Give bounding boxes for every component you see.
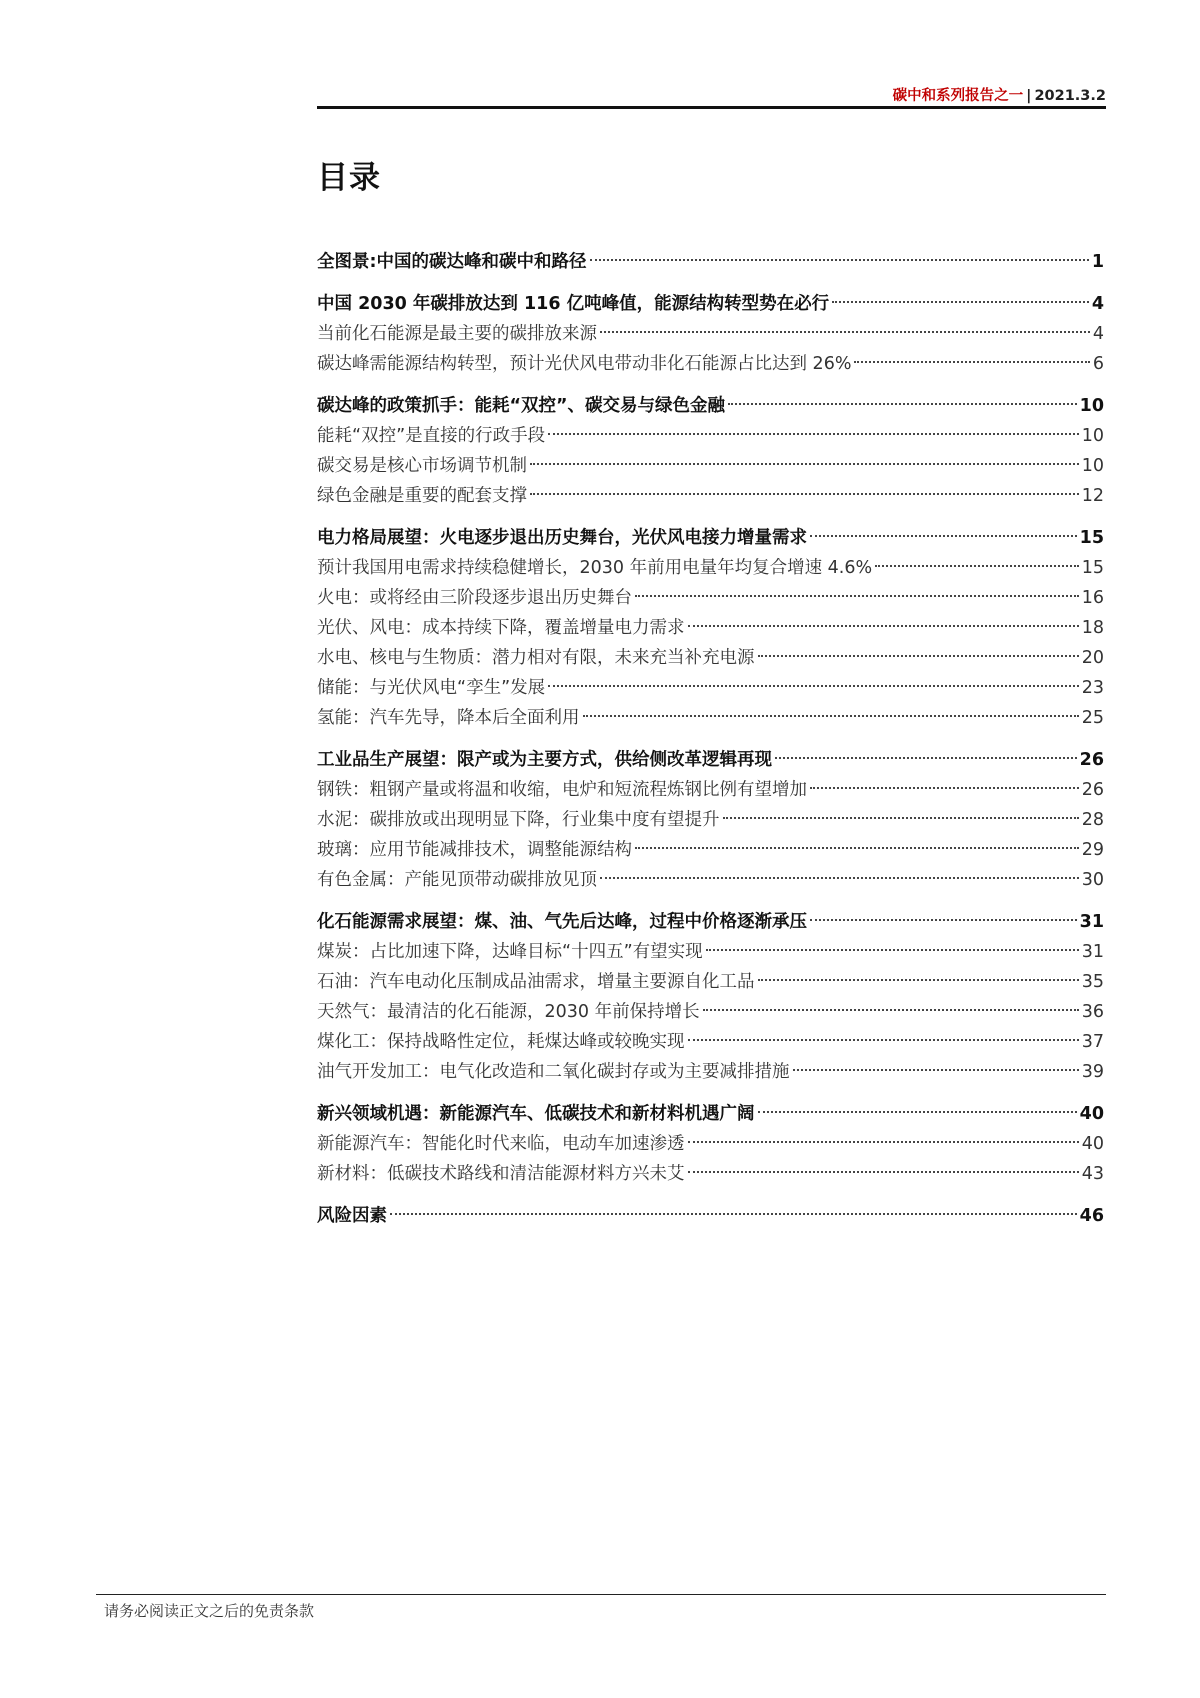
toc-entry-title: 钢铁：粗钢产量或将温和收缩，电炉和短流程炼钢比例有望增加: [317, 780, 807, 800]
dot-leader: [688, 1171, 1079, 1173]
toc-page-number: 4: [1092, 324, 1104, 344]
dot-leader: [832, 301, 1089, 303]
toc-page-number: 23: [1081, 678, 1104, 698]
toc-chapter-entry[interactable]: [317, 391, 1104, 421]
toc-page-number: 39: [1081, 1062, 1104, 1082]
toc-entry-title: 煤化工：保持战略性定位，耗煤达峰或较晚实现: [317, 1032, 685, 1052]
toc-chapter-entry[interactable]: [317, 247, 1104, 277]
toc-section: [317, 523, 1104, 733]
toc-page-number: 15: [1081, 558, 1104, 578]
toc-page-number: 31: [1079, 912, 1104, 932]
dot-leader: [875, 565, 1079, 567]
table-of-contents: [317, 247, 1104, 1243]
dot-leader: [548, 433, 1079, 435]
dot-leader: [688, 1039, 1079, 1041]
toc-entry-title: 新能源汽车：智能化时代来临，电动车加速渗透: [317, 1134, 685, 1154]
toc-entry-title: 光伏、风电：成本持续下降，覆盖增量电力需求: [317, 618, 685, 638]
dot-leader: [548, 685, 1079, 687]
toc-page-number: 36: [1081, 1002, 1104, 1022]
toc-section: [317, 289, 1104, 379]
toc-entry-title: 氢能：汽车先导，降本后全面利用: [317, 708, 580, 728]
toc-subsection-entry[interactable]: [317, 997, 1104, 1027]
toc-subsection-entry[interactable]: [317, 451, 1104, 481]
dot-leader: [775, 757, 1077, 759]
toc-subsection-entry[interactable]: [317, 349, 1104, 379]
dot-leader: [810, 919, 1077, 921]
toc-chapter-entry[interactable]: [317, 1099, 1104, 1129]
toc-subsection-entry[interactable]: [317, 673, 1104, 703]
toc-entry-title: 中国 2030 年碳排放达到 116 亿吨峰值，能源结构转型势在必行: [317, 294, 830, 314]
toc-entry-title: 碳达峰的政策抓手：能耗“双控”、碳交易与绿色金融: [317, 396, 726, 416]
toc-subsection-entry[interactable]: [317, 967, 1104, 997]
toc-subsection-entry[interactable]: [317, 835, 1104, 865]
toc-section: [317, 1099, 1104, 1189]
toc-section: [317, 247, 1104, 277]
toc-page-number: 29: [1081, 840, 1104, 860]
dot-leader: [390, 1213, 1077, 1215]
toc-entry-title: 玻璃：应用节能减排技术，调整能源结构: [317, 840, 632, 860]
toc-page-number: 30: [1081, 870, 1104, 890]
dot-leader: [758, 655, 1079, 657]
toc-page-number: 43: [1081, 1164, 1104, 1184]
toc-subsection-entry[interactable]: [317, 1057, 1104, 1087]
toc-page-number: 16: [1081, 588, 1104, 608]
toc-subsection-entry[interactable]: [317, 865, 1104, 895]
dot-leader: [688, 625, 1079, 627]
toc-subsection-entry[interactable]: [317, 775, 1104, 805]
toc-entry-title: 绿色金融是重要的配套支撑: [317, 486, 527, 506]
toc-subsection-entry[interactable]: [317, 613, 1104, 643]
toc-subsection-entry[interactable]: [317, 937, 1104, 967]
toc-entry-title: 能耗“双控”是直接的行政手段: [317, 426, 546, 446]
toc-entry-title: 新材料：低碳技术路线和清洁能源材料方兴未艾: [317, 1164, 685, 1184]
toc-entry-title: 水泥：碳排放或出现明显下降，行业集中度有望提升: [317, 810, 720, 830]
toc-page-number: 26: [1079, 750, 1104, 770]
toc-page-number: 40: [1079, 1104, 1104, 1124]
toc-page-number: 25: [1081, 708, 1104, 728]
dot-leader: [810, 787, 1079, 789]
header-separator: |: [1026, 88, 1032, 104]
toc-section: [317, 745, 1104, 895]
dot-leader: [706, 949, 1079, 951]
toc-subsection-entry[interactable]: [317, 583, 1104, 613]
toc-subsection-entry[interactable]: [317, 703, 1104, 733]
toc-page-number: 35: [1081, 972, 1104, 992]
toc-entry-title: 有色金属：产能见顶带动碳排放见顶: [317, 870, 597, 890]
dot-leader: [854, 361, 1089, 363]
toc-page-number: 20: [1081, 648, 1104, 668]
toc-entry-title: 碳达峰需能源结构转型，预计光伏风电带动非化石能源占比达到 26%: [317, 354, 852, 374]
toc-entry-title: 石油：汽车电动化压制成品油需求，增量主要源自化工品: [317, 972, 755, 992]
toc-subsection-entry[interactable]: [317, 481, 1104, 511]
toc-subsection-entry[interactable]: [317, 1159, 1104, 1189]
report-header: [317, 84, 1106, 104]
page-title: 目录: [317, 160, 381, 196]
toc-entry-title: 碳交易是核心市场调节机制: [317, 456, 527, 476]
dot-leader: [590, 259, 1089, 261]
dot-leader: [723, 817, 1079, 819]
dot-leader: [758, 1111, 1077, 1113]
toc-entry-title: 新兴领域机遇：新能源汽车、低碳技术和新材料机遇广阔: [317, 1104, 755, 1124]
toc-entry-title: 全图景:中国的碳达峰和碳中和路径: [317, 252, 587, 272]
toc-page-number: 18: [1081, 618, 1104, 638]
toc-subsection-entry[interactable]: [317, 421, 1104, 451]
toc-entry-title: 火电：或将经由三阶段逐步退出历史舞台: [317, 588, 632, 608]
toc-entry-title: 油气开发加工：电气化改造和二氧化碳封存或为主要减排措施: [317, 1062, 790, 1082]
toc-section: [317, 391, 1104, 511]
dot-leader: [793, 1069, 1079, 1071]
toc-page-number: 12: [1081, 486, 1104, 506]
footer-divider: [96, 1594, 1106, 1595]
toc-page-number: 6: [1092, 354, 1104, 374]
toc-entry-title: 电力格局展望：火电逐步退出历史舞台，光伏风电接力增量需求: [317, 528, 807, 548]
toc-chapter-entry[interactable]: [317, 745, 1104, 775]
toc-page-number: 10: [1079, 396, 1104, 416]
dot-leader: [728, 403, 1077, 405]
dot-leader: [600, 331, 1090, 333]
dot-leader: [635, 595, 1079, 597]
toc-page-number: 1: [1091, 252, 1104, 272]
dot-leader: [583, 715, 1079, 717]
toc-entry-title: 水电、核电与生物质：潜力相对有限，未来充当补充电源: [317, 648, 755, 668]
toc-subsection-entry[interactable]: [317, 1027, 1104, 1057]
toc-chapter-entry[interactable]: [317, 523, 1104, 553]
header-divider: [317, 106, 1106, 109]
toc-entry-title: 储能：与光伏风电“孪生”发展: [317, 678, 546, 698]
dot-leader: [600, 877, 1079, 879]
report-date: 2021.3.2: [1034, 88, 1106, 104]
dot-leader: [530, 493, 1079, 495]
dot-leader: [703, 1009, 1079, 1011]
toc-page-number: 31: [1081, 942, 1104, 962]
toc-entry-title: 预计我国用电需求持续稳健增长，2030 年前用电量年均复合增速 4.6%: [317, 558, 873, 578]
toc-page-number: 15: [1079, 528, 1104, 548]
toc-subsection-entry[interactable]: [317, 1129, 1104, 1159]
dot-leader: [530, 463, 1079, 465]
toc-section: [317, 907, 1104, 1087]
toc-chapter-entry[interactable]: [317, 289, 1104, 319]
toc-section: [317, 1201, 1104, 1231]
toc-subsection-entry[interactable]: [317, 319, 1104, 349]
toc-entry-title: 当前化石能源是最主要的碳排放来源: [317, 324, 597, 344]
toc-subsection-entry[interactable]: [317, 643, 1104, 673]
toc-page-number: 37: [1081, 1032, 1104, 1052]
dot-leader: [688, 1141, 1079, 1143]
toc-subsection-entry[interactable]: [317, 553, 1104, 583]
toc-chapter-entry[interactable]: [317, 907, 1104, 937]
toc-page-number: 28: [1081, 810, 1104, 830]
toc-chapter-entry[interactable]: [317, 1201, 1104, 1231]
toc-entry-title: 煤炭：占比加速下降，达峰目标“十四五”有望实现: [317, 942, 703, 962]
toc-page-number: 4: [1091, 294, 1104, 314]
dot-leader: [635, 847, 1079, 849]
toc-entry-title: 化石能源需求展望：煤、油、气先后达峰，过程中价格逐渐承压: [317, 912, 807, 932]
toc-entry-title: 风险因素: [317, 1206, 387, 1226]
toc-entry-title: 天然气：最清洁的化石能源，2030 年前保持增长: [317, 1002, 700, 1022]
toc-entry-title: 工业品生产展望：限产或为主要方式，供给侧改革逻辑再现: [317, 750, 772, 770]
toc-page-number: 26: [1081, 780, 1104, 800]
disclaimer-footer: 请务必阅读正文之后的免责条款: [104, 1602, 315, 1620]
toc-page-number: 10: [1081, 456, 1104, 476]
report-series-label: 碳中和系列报告之一: [892, 88, 1024, 104]
toc-subsection-entry[interactable]: [317, 805, 1104, 835]
dot-leader: [810, 535, 1077, 537]
toc-page-number: 40: [1081, 1134, 1104, 1154]
toc-page-number: 46: [1079, 1206, 1104, 1226]
toc-page-number: 10: [1081, 426, 1104, 446]
dot-leader: [758, 979, 1079, 981]
